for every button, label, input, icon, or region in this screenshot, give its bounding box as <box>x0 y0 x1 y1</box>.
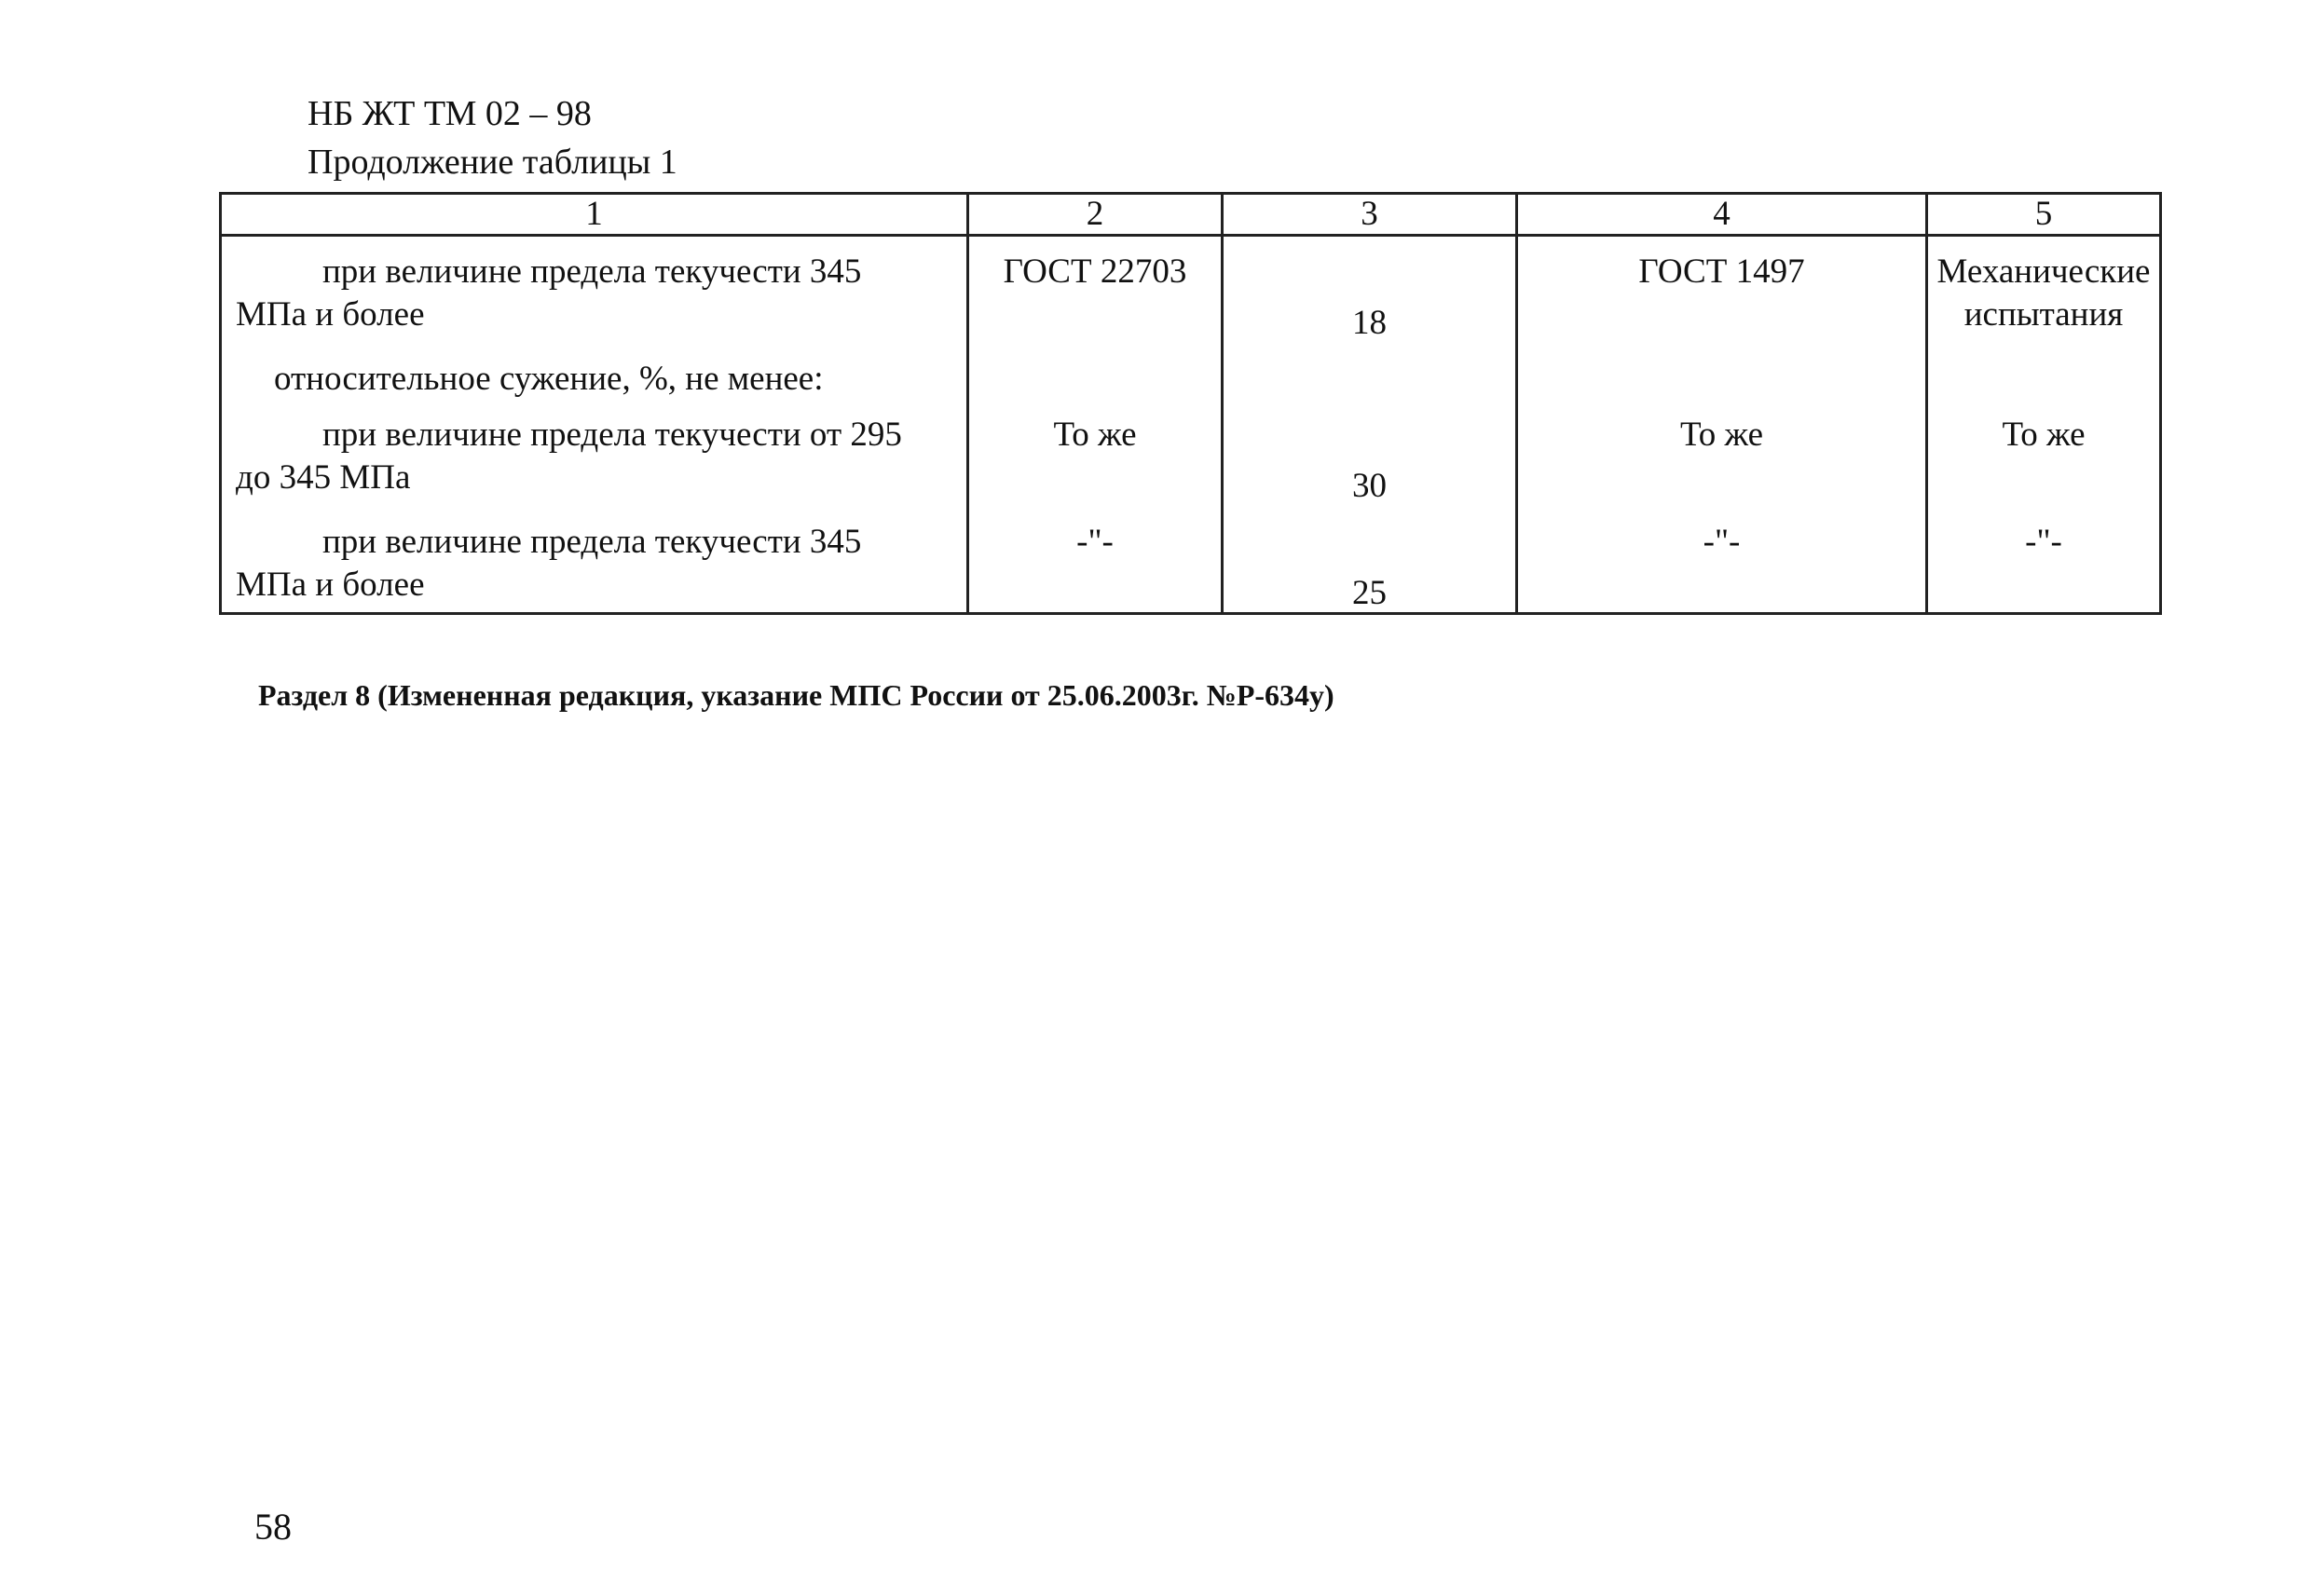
row1-control-type-line2: испытания <box>1963 295 2124 334</box>
document-code: НБ ЖТ ТМ 02 – 98 <box>308 94 592 133</box>
row2-control-type: То же <box>2002 416 2086 454</box>
column-5-cell <box>1927 236 2161 614</box>
table-header-row <box>221 194 2161 236</box>
column-number-4: 4 <box>1517 194 1927 236</box>
table-body-row <box>221 236 2161 614</box>
section-revision-note: Раздел 8 (Измененная редакция, указание МПС России от 25.06.2003г. №Р-634у) <box>258 678 1334 712</box>
column-1-cell <box>221 236 968 614</box>
row1-text-line1: при величине предела текучести 345 <box>322 252 862 291</box>
column-number-5: 5 <box>1927 194 2161 236</box>
row1-test-method: ГОСТ 1497 <box>1638 252 1805 291</box>
row1-text-line2: МПа и более <box>236 295 425 334</box>
row2-test-method: То же <box>1679 416 1764 454</box>
row3-test-method: -"- <box>1703 523 1741 561</box>
column-number-2: 2 <box>968 194 1223 236</box>
column-number-3: 3 <box>1223 194 1517 236</box>
column-2-cell <box>968 236 1223 614</box>
row3-standard: -"- <box>1076 523 1114 561</box>
row1-standard: ГОСТ 22703 <box>1003 252 1187 291</box>
row2-standard: То же <box>1053 416 1137 454</box>
row3-control-type: -"- <box>2025 523 2062 561</box>
row3-text-line1: при величине предела текучести 345 <box>322 523 862 561</box>
table-caption: Продолжение таблицы 1 <box>308 143 677 182</box>
row2-text-line2: до 345 МПа <box>236 458 411 497</box>
requirements-table <box>219 192 2162 615</box>
row3-text-line2: МПа и более <box>236 566 425 604</box>
row2-value: 30 <box>1352 467 1387 505</box>
row1-value: 18 <box>1352 304 1387 342</box>
row3-value: 25 <box>1352 574 1387 612</box>
row2-text-line1: при величине предела текучести от 295 <box>322 416 902 454</box>
subheading-text: относительное сужение, %, не менее: <box>274 360 824 398</box>
row1-control-type-line1: Механические <box>1936 252 2151 291</box>
column-number-1: 1 <box>221 194 968 236</box>
page-number: 58 <box>254 1506 292 1548</box>
column-4-cell <box>1517 236 1927 614</box>
column-3-cell <box>1223 236 1517 614</box>
